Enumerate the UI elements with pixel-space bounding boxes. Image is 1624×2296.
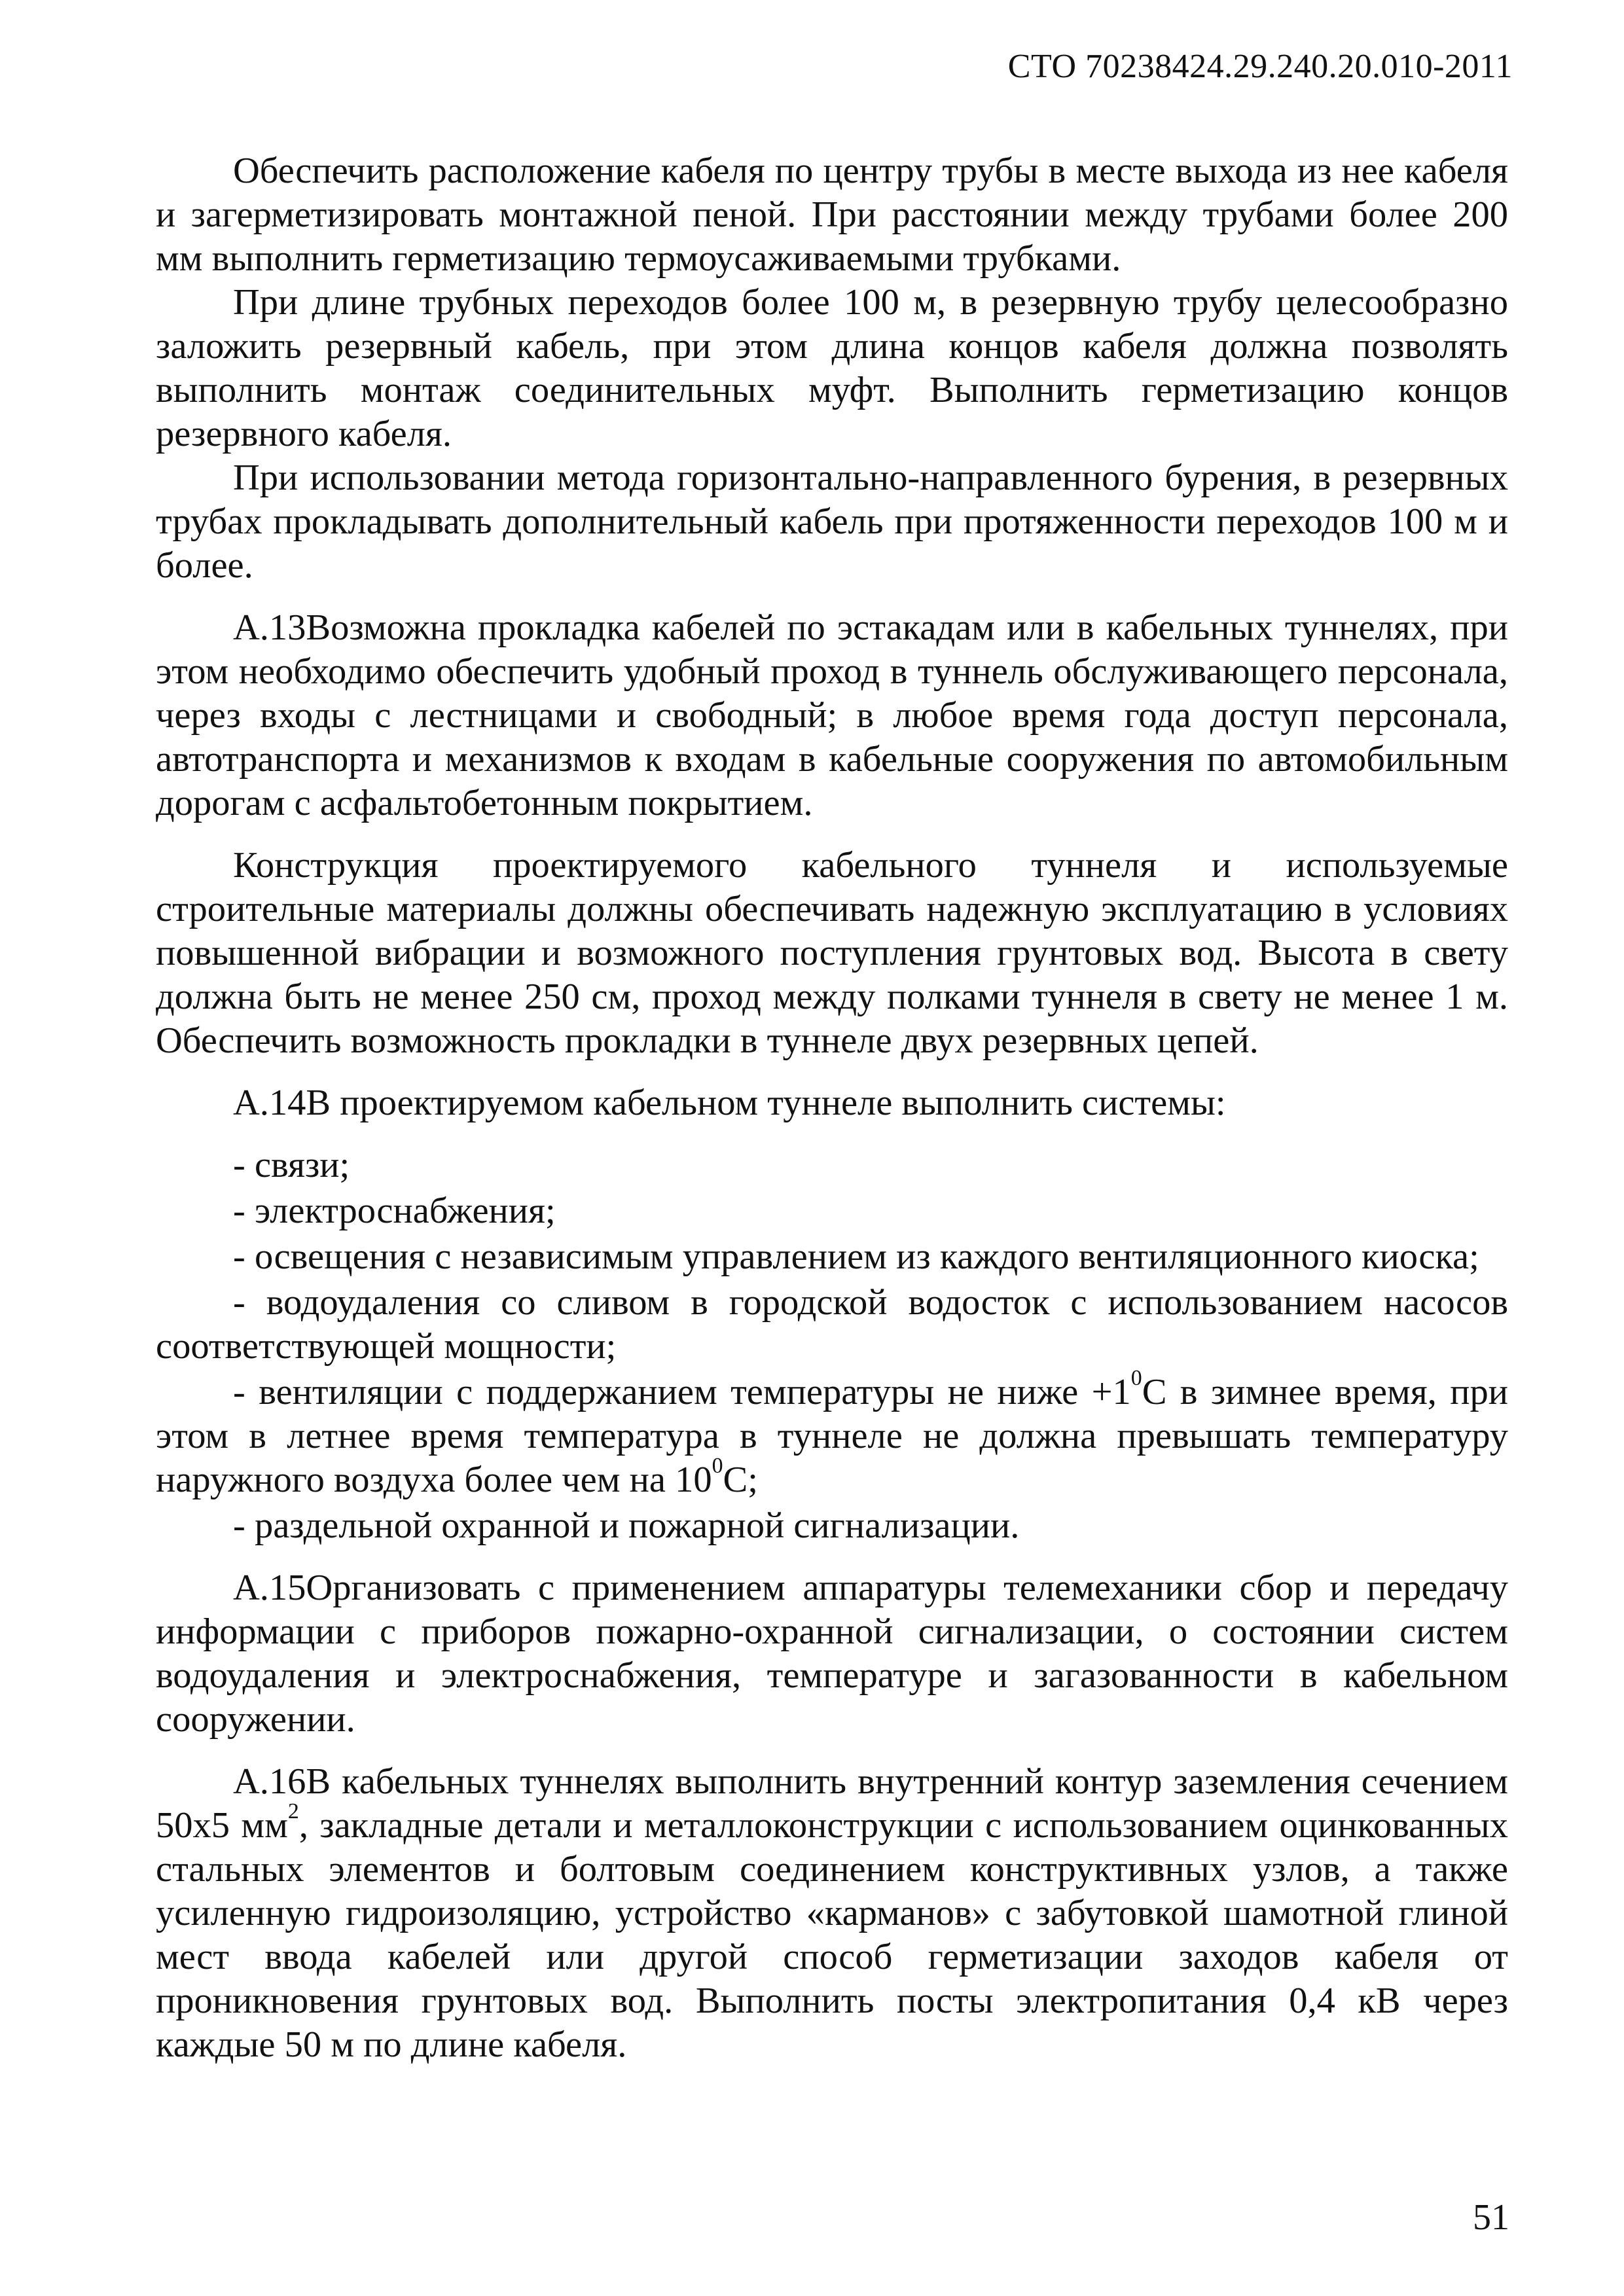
ventilation-text-1: - вентиляции с поддержанием температуры не ниже +1 <box>233 1372 1131 1412</box>
paragraph-cable-centering: Обеспечить расположение кабеля по центру трубы в месте выхода из нее кабеля и загерметизировать монтажной пеной. При расстоянии между трубами более 200 мм выполнить герметизацию термоусаживаемыми трубками. <box>156 151 1508 279</box>
ventilation-text-3: С; <box>723 1460 758 1500</box>
paragraph-directional-drilling: При использовании метода горизонтально-направленного бурения, в резервных трубах прокладывать дополнительный кабель при протяженности переходов 100 м и более. <box>156 457 1508 586</box>
list-item-ventilation <box>156 1366 1508 1502</box>
clause-a16-text-2: , закладные детали и металлоконструкции с использованием оцинкованных стальных элементов и болтовым соединением конструктивных узлов, а также усиленную гидроизоляцию, устройство «карманов» с забутовкой шамотной глиной мест ввода кабелей или другой способ герметизации заходов кабеля от проникновения грунтовых вод. Выполнить посты электропитания 0,4 кВ через каждые 50 м по длине кабеля. <box>156 1805 1508 2065</box>
list-item-drainage: - водоудаления со сливом в городской водосток с использованием насосов соответствующей мощности; <box>156 1282 1508 1367</box>
clause-a14: А.14В проектируемом кабельном туннеле выполнить системы: <box>233 1083 1226 1123</box>
clause-a16 <box>156 1760 1508 2067</box>
clause-a16-text-1: А.16В кабельных туннелях выполнить внутренний контур заземления сечением 50х5 мм <box>156 1761 1508 1846</box>
square-superscript: 2 <box>287 1799 299 1824</box>
list-item-lighting: - освещения с независимым управлением из каждого вентиляционного киоска; <box>233 1236 1479 1277</box>
degree-superscript: 0 <box>712 1454 723 1479</box>
clause-a15: А.15Организовать с применением аппаратуры телемеханики сбор и передачу информации с приборов пожарно-охранной сигнализации, о состоянии систем водоудаления и электроснабжения, температуре и загазованности в кабельном сооружении. <box>156 1568 1508 1740</box>
page-number: 51 <box>1473 2197 1509 2238</box>
degree-superscript: 0 <box>1130 1366 1142 1391</box>
list-item-communications: - связи; <box>233 1145 350 1185</box>
paragraph-tunnel-construction: Конструкция проектируемого кабельного туннеля и используемые строительные материалы должны обеспечивать надежную эксплуатацию в условиях повышенной вибрации и возможного поступления грунтовых вод. Высота в свету должна быть не менее 250 см, проход между полками туннеля в свету не менее 1 м. Обеспечить возможность прокладки в туннеле двух резервных цепей. <box>156 845 1508 1061</box>
paragraph-reserve-cable: При длине трубных переходов более 100 м, в резервную трубу целесообразно заложить резервный кабель, при этом длина концов кабеля должна позволять выполнить монтаж соединительных муфт. Выполнить герметизацию концов резервного кабеля. <box>156 282 1508 454</box>
ventilation-text-2: С в зимнее время, при этом в летнее время температура в туннеле не должна превышать температуру наружного воздуха более чем на 10 <box>156 1372 1508 1500</box>
list-item-alarm: - раздельной охранной и пожарной сигнализации. <box>233 1505 1020 1546</box>
page-body <box>156 149 1508 2067</box>
document-code-header: СТО 70238424.29.240.20.010-2011 <box>1007 48 1513 85</box>
clause-a13: А.13Возможна прокладка кабелей по эстакадам или в кабельных туннелях, при этом необходимо обеспечить удобный проход в туннель обслуживающего персонала, через входы с лестницами и свободный; в любое время года доступ персонала, автотранспорта и механизмов к входам в кабельные сооружения по автомобильным дорогам с асфальтобетонным покрытием. <box>156 607 1508 823</box>
list-item-power-supply: - электроснабжения; <box>233 1191 556 1231</box>
